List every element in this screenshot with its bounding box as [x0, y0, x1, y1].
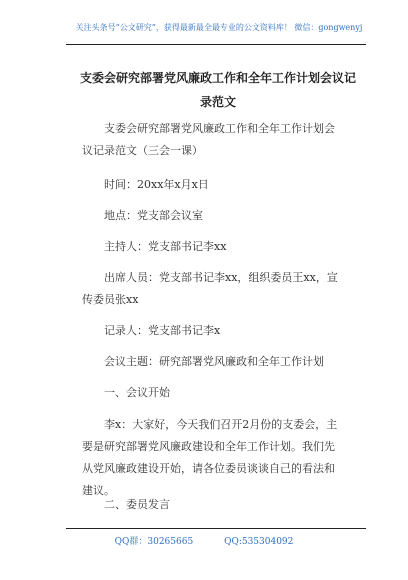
meeting-time: 时间：20xx年x月x日 [104, 178, 209, 191]
meeting-topic: 会议主题：研究部署党风廉政和全年工作计划 [104, 355, 324, 368]
meeting-location: 地点：党支部会议室 [104, 209, 203, 222]
intro-paragraph: 支委会研究部署党风廉政工作和全年工作计划会议记录范文（三会一课） [82, 122, 335, 157]
document-title: 支委会研究部署党风廉政工作和全年工作计划会议记录范文 [79, 71, 356, 109]
meeting-recorder: 记录人：党支部书记李x [104, 324, 221, 337]
section-heading-1: 一、会议开始 [104, 386, 170, 399]
header-rule [66, 44, 366, 45]
footer-rule [66, 528, 366, 529]
meeting-attendees: 出席人员：党支部书记李xx，组织委员王xx，宣传委员张xx [82, 271, 338, 306]
section-heading-2: 二、委员发言 [104, 498, 170, 511]
speech-paragraph: 李x：大家好，今天我们召开2月份的支委会，主要是研究部署党风廉政建设和全年工作计划。我们先从党风廉政建设开始，请各位委员谈谈自己的看法和建议。 [82, 418, 338, 497]
footer [0, 534, 408, 547]
footer-qq-group: QQ群：30265665 [114, 537, 194, 547]
footer-qq: QQ:535304092 [224, 537, 294, 547]
meeting-host: 主持人：党支部书记李xx [104, 240, 227, 253]
header-banner: 关注头条号“公文研究”，获得最新最全最专业的公文资料库！ 微信：gongwenyj [75, 23, 363, 32]
